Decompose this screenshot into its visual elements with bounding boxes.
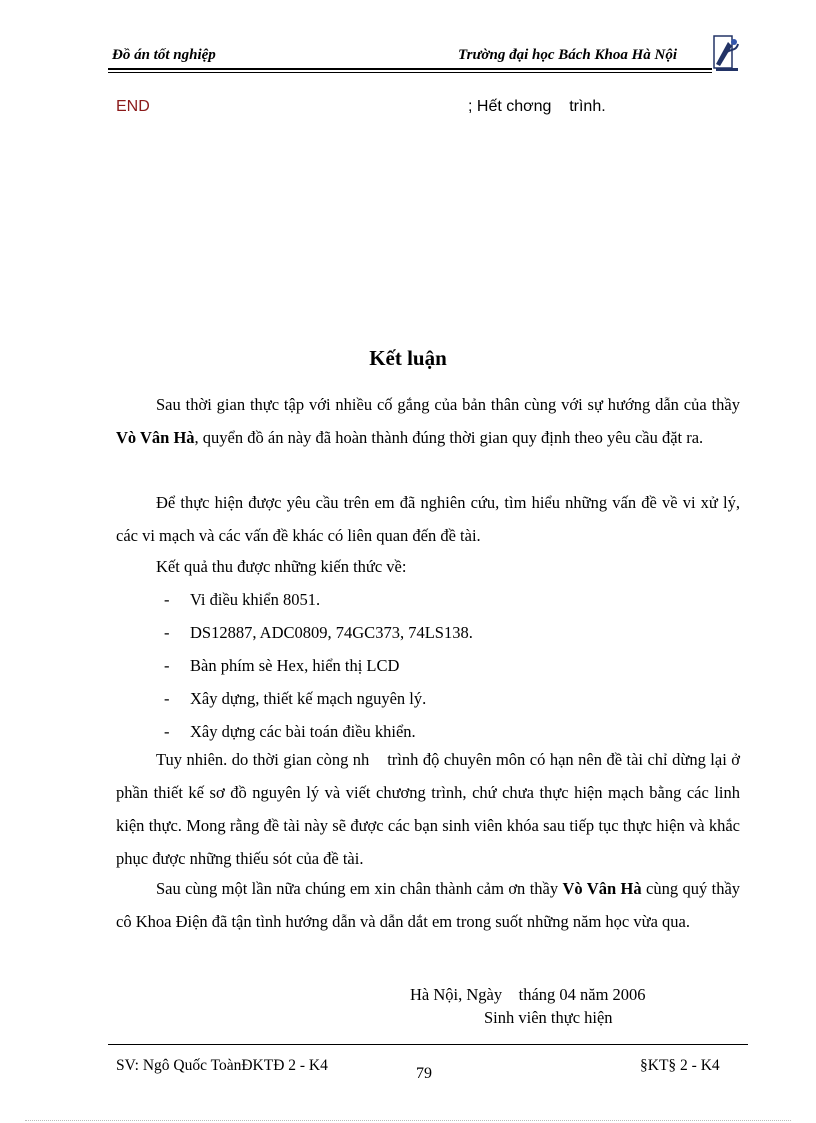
header-right-title: Trường đại học Bách Khoa Hà Nội bbox=[458, 47, 678, 63]
list-item bbox=[116, 682, 740, 715]
footer-class: §KT§ 2 - K4 bbox=[640, 1057, 720, 1074]
list-dash: - bbox=[164, 623, 170, 642]
list-item-text: Xây dựng, thiết kế mạch nguyên lý. bbox=[190, 689, 427, 708]
code-comment: ; Hết chơng trình. bbox=[468, 98, 606, 115]
header-rule-thin bbox=[108, 72, 712, 73]
list-item bbox=[116, 649, 740, 682]
paragraph-2: Để thực hiện được yêu cầu trên em đã nghiên cứu, tìm hiểu những vấn đề về vi xử lý, các vi mạch và các vấn đề khác có liên quan đến đề tài. bbox=[116, 493, 740, 545]
list-item bbox=[116, 583, 740, 616]
list-item bbox=[116, 616, 740, 649]
advisor-name: Vò Vân Hà bbox=[116, 428, 195, 447]
section-title: Kết luận bbox=[369, 346, 447, 370]
signature-place-date: Hà Nội, Ngày tháng 04 năm 2006 bbox=[410, 985, 646, 1004]
footer-rule bbox=[108, 1044, 748, 1045]
paragraph-3: Kết quả thu được những kiến thức về: bbox=[156, 557, 407, 576]
list-item-text: Bàn phím sè Hex, hiển thị LCD bbox=[190, 656, 400, 675]
header-left-title: Đồ án tốt nghiệp bbox=[112, 47, 216, 63]
paragraph-5 bbox=[116, 872, 740, 938]
page-bottom-divider bbox=[25, 1120, 791, 1121]
footer-student: SV: Ngô Quốc ToànĐKTĐ 2 - K4 bbox=[116, 1057, 328, 1074]
paragraph-1-text-b: , quyển đồ án này đã hoàn thành đúng thời gian quy định theo yêu cầu đặt ra. bbox=[194, 428, 704, 447]
list-item-text: Xây dựng các bài toán điều khiển. bbox=[190, 722, 416, 741]
paragraph-5-text-a: Sau cùng một lần nữa chúng em xin chân thành cảm ơn thầy bbox=[156, 879, 563, 898]
list-item-text: Vi điều khiển 8051. bbox=[190, 590, 321, 609]
signature-role: Sinh viên thực hiện bbox=[484, 1008, 613, 1027]
paragraph-5-text-b: cùng quý thầy cô Khoa Điện đã tận tình hướng dẫn và dẫn dắt em trong suốt những năm học vừa qua. bbox=[116, 879, 741, 931]
advisor-name: Vò Vân Hà bbox=[562, 879, 642, 898]
paragraph-1-text-a: Sau thời gian thực tập với nhiều cố gắng của bản thân cùng với sự hướng dẫn của thầy bbox=[156, 395, 740, 414]
code-keyword-end: END bbox=[116, 98, 150, 115]
list-dash: - bbox=[164, 689, 170, 708]
header-rule-thick bbox=[108, 68, 712, 70]
list-dash: - bbox=[164, 656, 170, 675]
list-dash: - bbox=[164, 590, 170, 609]
knowledge-list bbox=[116, 583, 740, 748]
page-number: 79 bbox=[416, 1065, 432, 1082]
list-item-text: DS12887, ADC0809, 74GC373, 74LS138. bbox=[190, 623, 473, 642]
university-logo-icon bbox=[712, 34, 742, 74]
list-dash: - bbox=[164, 722, 170, 741]
paragraph-1 bbox=[116, 388, 740, 454]
paragraph-4: Tuy nhiên. do thời gian còng nh trình độ chuyên môn có hạn nên đề tài chỉ dừng lại ở phần thiết kế sơ đồ nguyên lý và viết chương trình, chứ chưa thực hiện mạch bằng các linh kiện thực. Mong rằng đề tài này sẽ được các bạn sinh viên khóa sau tiếp tục thực hiện và khắc phục được những thiếu sót của đề tài. bbox=[116, 750, 745, 868]
